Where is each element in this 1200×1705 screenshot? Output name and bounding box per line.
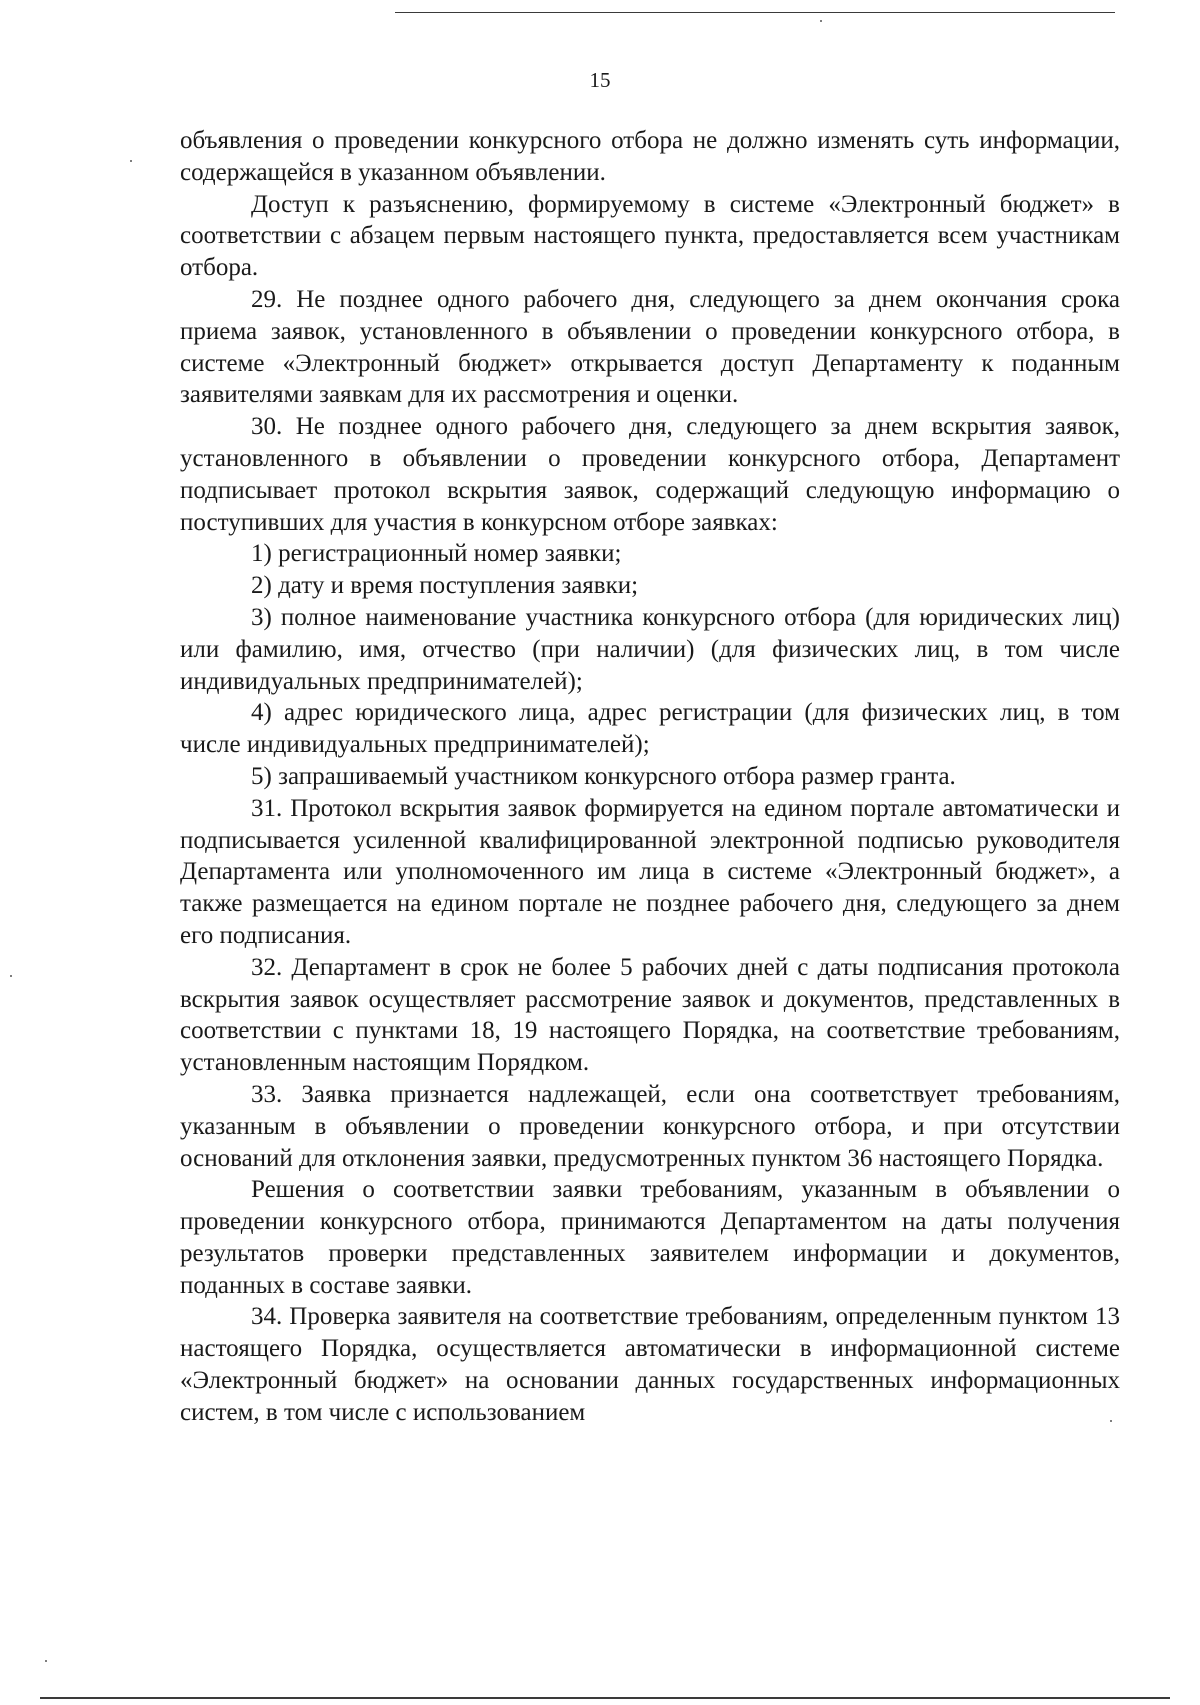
list-item-3: 3) полное наименование участника конкурсного отбора (для юридических лиц) или фамилию, имя, отчество (при наличии) (для физических лиц, в том числе индивидуальных предпринимателей); bbox=[180, 603, 1120, 695]
paragraph-34: 34. Проверка заявителя на соответствие требованиям, определенным пунктом 13 настоящего Порядка, осуществляется автоматически в информационной системе «Электронный бюджет» на основании данных государственных информационных систем, в том числе с использованием bbox=[180, 1303, 1120, 1426]
scan-bottom-edge bbox=[40, 1697, 1170, 1699]
list-item-4: 4) адрес юридического лица, адрес регистрации (для физических лиц, в том числе индивидуальных предпринимателей); bbox=[180, 699, 1120, 759]
list-item-2: 2) дату и время поступления заявки; bbox=[251, 572, 639, 600]
scan-speck bbox=[130, 160, 132, 162]
paragraph-31: 31. Протокол вскрытия заявок формируется на едином портале автоматически и подписывается усиленной квалифицированной электронной подписью руководителя Департамента или уполномоченного им лица в системе «Электронный бюджет», а также размещается на едином портале не позднее рабочего дня, следующего за днем его подписания. bbox=[180, 794, 1120, 949]
paragraph-decisions: Решения о соответствии заявки требованиям, указанным в объявлении о проведении конкурсного отбора, принимаются Департаментом на даты получения результатов проверки представленных заявителем информации и документов, поданных в составе заявки. bbox=[180, 1176, 1120, 1299]
page-number: 15 bbox=[589, 68, 611, 92]
scan-speck bbox=[10, 975, 12, 977]
paragraph-continuation: объявления о проведении конкурсного отбора не должно изменять суть информации, содержащейся в указанном объявлении. bbox=[180, 127, 1120, 186]
document-body bbox=[180, 125, 1120, 1429]
paragraph-30: 30. Не позднее одного рабочего дня, следующего за днем вскрытия заявок, установленного в объявлении о проведении конкурсного отбора, Департамент подписывает протокол вскрытия заявок, содержащий следующую информацию о поступивших для участия в конкурсном отборе заявках: bbox=[180, 413, 1120, 536]
paragraph-32: 32. Департамент в срок не более 5 рабочих дней с даты подписания протокола вскрытия заявок осуществляет рассмотрение заявок и документов, представленных в соответствии с пунктами 18, 19 настоящего Порядка, на соответствие требованиям, установленным настоящим Порядком. bbox=[180, 953, 1120, 1077]
list-item-1: 1) регистрационный номер заявки; bbox=[251, 540, 622, 568]
scan-speck bbox=[820, 20, 822, 22]
scan-speck bbox=[1110, 1420, 1112, 1422]
paragraph-33: 33. Заявка признается надлежащей, если она соответствует требованиям, указанным в объявлении о проведении конкурсного отбора, и при отсутствии оснований для отклонения заявки, предусмотренных пунктом 36 настоящего Порядка. bbox=[180, 1080, 1120, 1172]
scan-speck bbox=[45, 1660, 47, 1662]
scan-top-edge bbox=[395, 12, 1115, 13]
paragraph-access-clarification: Доступ к разъяснению, формируемому в системе «Электронный бюджет» в соответствии с абзацем первым настоящего пункта, предоставляется всем участникам отбора. bbox=[180, 190, 1120, 282]
paragraph-29: 29. Не позднее одного рабочего дня, следующего за днем окончания срока приема заявок, установленного в объявлении о проведении конкурсного отбора, в системе «Электронный бюджет» открывается доступ Департаменту к поданным заявителями заявкам для их рассмотрения и оценки. bbox=[180, 285, 1120, 409]
list-item-5: 5) запрашиваемый участником конкурсного отбора размер гранта. bbox=[251, 762, 956, 790]
